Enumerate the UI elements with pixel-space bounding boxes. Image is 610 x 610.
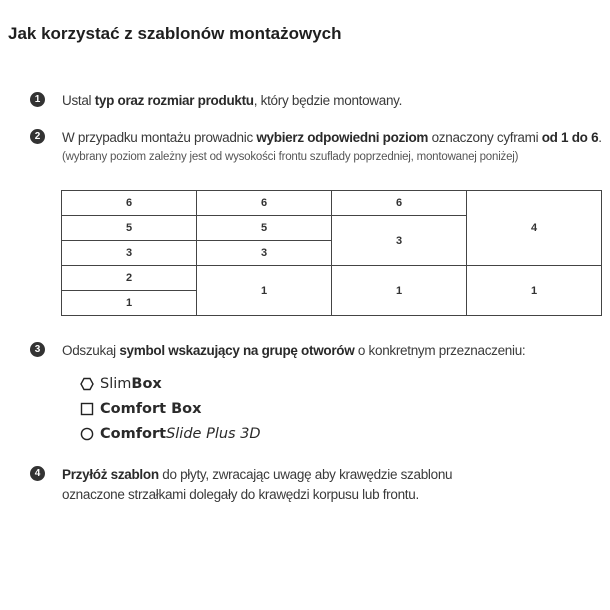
- step-4-text: [62, 465, 452, 505]
- step-2: [30, 128, 602, 166]
- step-2-bold-1: wybierz odpowiedni poziom: [256, 130, 429, 145]
- step-4: [30, 465, 452, 505]
- step-2-bold-2: od 1 do 6: [541, 130, 599, 145]
- symbol-comfort-box: [80, 401, 201, 417]
- level-cell: 2: [62, 266, 197, 291]
- step-number-badge: 4: [30, 466, 45, 481]
- step-1-text: [62, 91, 402, 111]
- symbol-bold-text: Box: [131, 376, 162, 392]
- step-4-line-1: do płyty, zwracając uwagę aby krawędzie szablonu: [158, 467, 453, 482]
- step-1-post: , który będzie montowany.: [253, 93, 403, 108]
- level-cell: 3: [62, 241, 197, 266]
- step-3-bold: symbol wskazujący na grupę otworów: [119, 343, 355, 358]
- step-number-badge: 1: [30, 92, 45, 107]
- step-3-text: [62, 341, 525, 361]
- step-number-badge: 3: [30, 342, 45, 357]
- page-title: Jak korzystać z szablonów montażowych: [8, 24, 342, 43]
- level-table: [61, 190, 602, 316]
- level-cell: 3: [332, 216, 467, 266]
- level-cell: 6: [197, 191, 332, 216]
- symbol-light-text: Slim: [100, 376, 132, 392]
- step-2-note: (wybrany poziom zależny jest od wysokości frontu szuflady poprzedniej, montowanej poniżej): [62, 151, 519, 163]
- symbol-italic-text: Slide Plus 3D: [166, 426, 261, 442]
- symbol-comfort-slide: [80, 426, 261, 442]
- step-3-post: o konkretnym przeznaczeniu:: [354, 343, 526, 358]
- symbol-bold-text: Comfort: [100, 426, 167, 442]
- level-cell: 6: [332, 191, 467, 216]
- level-cell: 4: [467, 191, 602, 266]
- step-2-post: .: [598, 130, 602, 145]
- step-4-line-2: oznaczone strzałkami dolegały do krawędzi korpusu lub frontu.: [62, 487, 419, 502]
- level-cell: 1: [467, 266, 602, 316]
- step-1-pre: Ustal: [62, 93, 95, 108]
- step-2-mid: oznaczony cyframi: [428, 130, 542, 145]
- step-1-bold: typ oraz rozmiar produktu: [94, 93, 254, 108]
- step-3-pre: Odszukaj: [62, 343, 120, 358]
- level-cell: 1: [197, 266, 332, 316]
- circle-icon: [80, 427, 94, 441]
- step-1: [30, 91, 402, 111]
- step-3: [30, 341, 525, 361]
- square-icon: [80, 402, 94, 416]
- symbol-bold-text: Comfort Box: [100, 401, 202, 417]
- level-cell: 1: [332, 266, 467, 316]
- level-cell: 3: [197, 241, 332, 266]
- level-cell: 5: [197, 216, 332, 241]
- hexagon-icon: [80, 377, 94, 391]
- step-2-text: [62, 128, 602, 166]
- level-cell: 6: [62, 191, 197, 216]
- level-cell: 5: [62, 216, 197, 241]
- symbol-slim-box: [80, 376, 162, 392]
- level-cell: 1: [62, 291, 197, 316]
- step-2-pre: W przypadku montażu prowadnic: [62, 130, 257, 145]
- step-4-bold: Przyłóż szablon: [62, 467, 159, 482]
- step-number-badge: 2: [30, 129, 45, 144]
